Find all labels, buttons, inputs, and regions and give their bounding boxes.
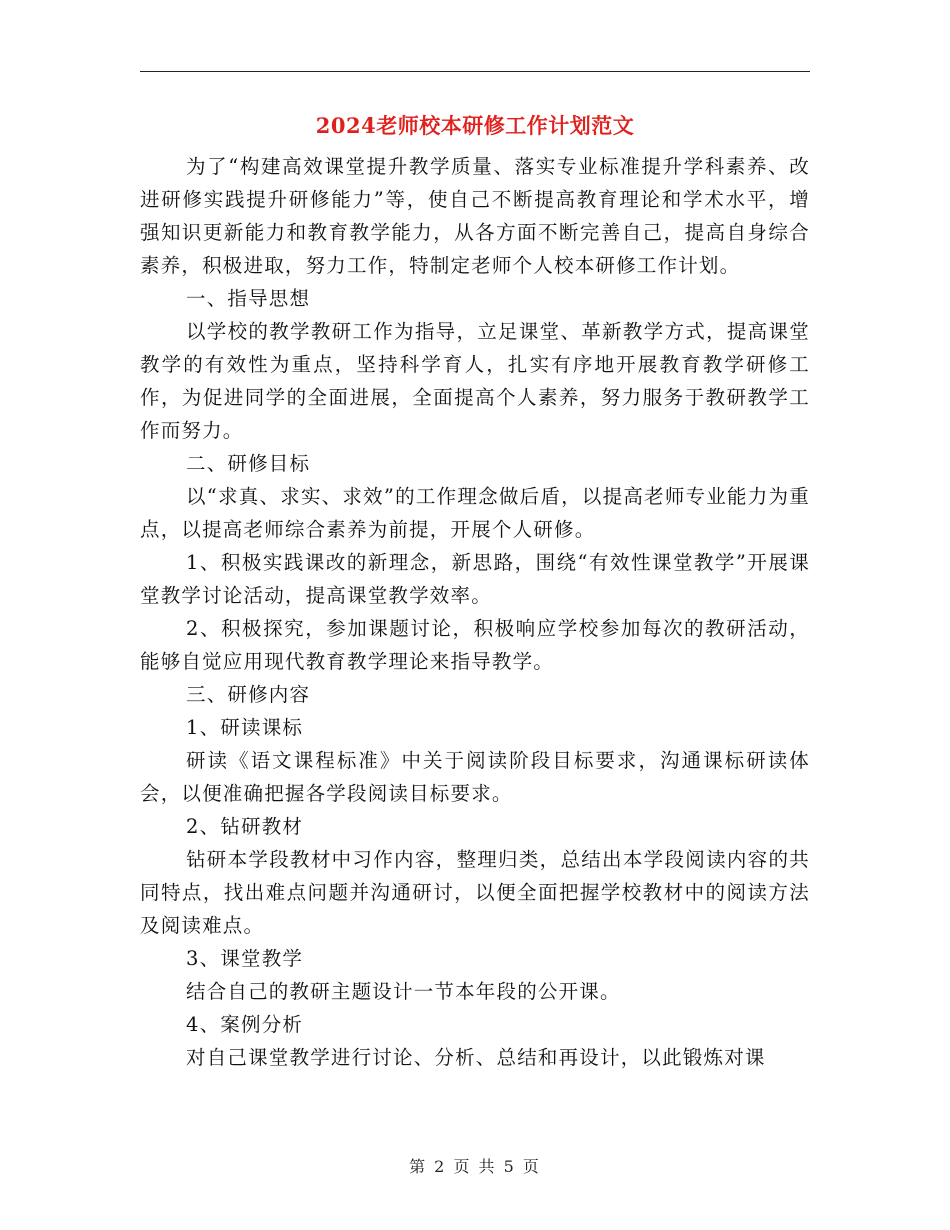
subheading-textbook: 2、钻研教材 (186, 815, 304, 838)
paragraph-textbook: 钻研本学段教材中习作内容，整理归类，总结出本学段阅读内容的共同特点，找出难点问题并沟通研讨，以便全面把握学校教材中的阅读方法及阅读难点。 (140, 848, 810, 937)
subheading-case-study: 4、案例分析 (186, 1013, 304, 1036)
paragraph-case-study: 对自己课堂教学进行讨论、分析、总结和再设计，以此锻炼对课 (186, 1046, 766, 1069)
heading-goals: 二、研修目标 (186, 452, 311, 475)
paragraph-guiding-thought: 以学校的教学教研工作为指导，立足课堂、革新教学方式，提高课堂教学的有效性为重点，坚持科学育人，扎实有序地开展教育教学研修工作，为促进同学的全面进展，全面提高个人素养，努力服务于教研教学工作而努力。 (140, 320, 810, 442)
paragraph-goal-1: 1、积极实践课改的新理念，新思路，围绕“有效性课堂教学”开展课堂教学讨论活动，提高课堂教学效率。 (140, 551, 810, 607)
document-body (140, 150, 810, 1074)
document-title: 2024老师校本研修工作计划范文 (315, 113, 635, 138)
page-number: 第 2 页 共 5 页 (409, 1157, 541, 1176)
paragraph-intro: 为了“构建高效课堂提升教学质量、落实专业标准提升学科素养、改进研修实践提升研修能力”等，使自己不断提高教育理论和学术水平，增强知识更新能力和教育教学能力，从各方面不断完善自己，提高自身综合素养，积极进取，努力工作，特制定老师个人校本研修工作计划。 (140, 155, 810, 277)
header-rule (140, 71, 810, 72)
heading-content: 三、研修内容 (186, 683, 311, 706)
heading-guiding-thought: 一、指导思想 (186, 287, 311, 310)
paragraph-goals: 以“求真、求实、求效”的工作理念做后盾，以提高老师专业能力为重点，以提高老师综合素养为前提，开展个人研修。 (140, 485, 810, 541)
paragraph-classroom: 结合自己的教研主题设计一节本年段的公开课。 (186, 980, 621, 1003)
paragraph-curriculum: 研读《语文课程标准》中关于阅读阶段目标要求，沟通课标研读体会，以便准确把握各学段阅读目标要求。 (140, 749, 810, 805)
subheading-curriculum: 1、研读课标 (186, 716, 304, 739)
subheading-classroom: 3、课堂教学 (186, 947, 304, 970)
paragraph-goal-2: 2、积极探究，参加课题讨论，积极响应学校参加每次的教研活动，能够自觉应用现代教育教学理论来指导教学。 (140, 617, 810, 673)
